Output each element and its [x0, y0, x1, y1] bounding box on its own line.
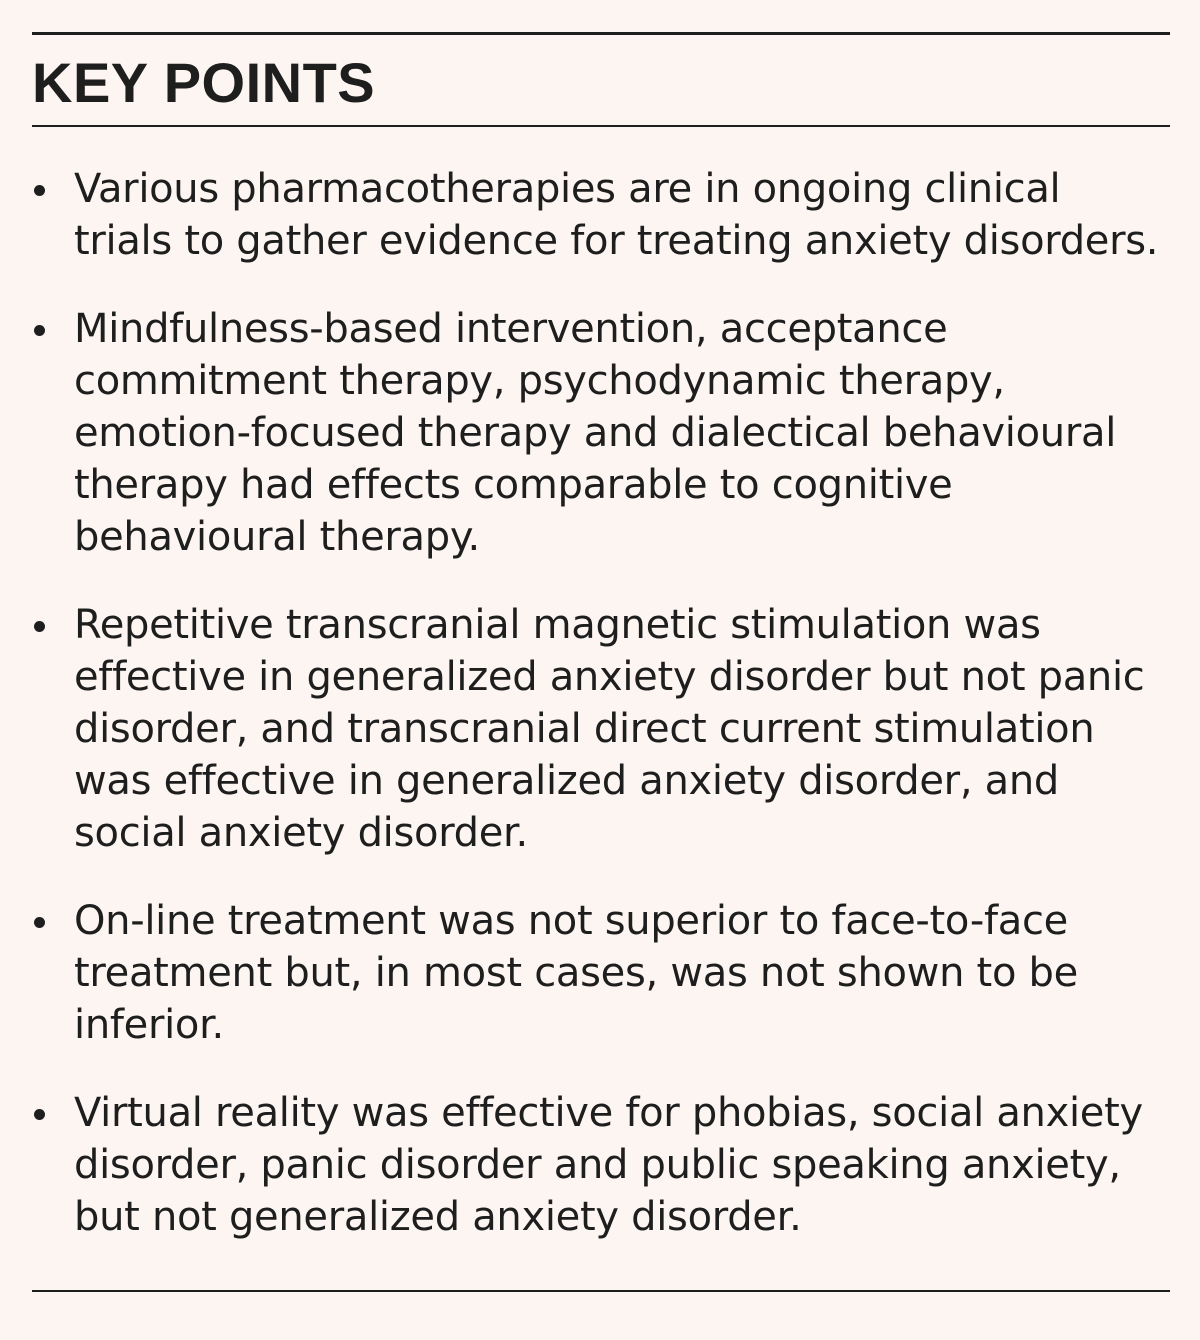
key-point-text: On-line treatment was not superior to face-to-face treatment but, in most cases, was not shown to be inferior. [74, 898, 1078, 1048]
key-points-list [32, 163, 1170, 1243]
key-points-box [32, 32, 1170, 1243]
key-point-item [32, 1087, 1170, 1243]
bullet-icon [34, 325, 45, 336]
key-points-heading: KEY POINTS [32, 51, 376, 114]
heading-rule [32, 125, 1170, 127]
bullet-icon [34, 917, 45, 928]
bullet-icon [34, 1109, 45, 1120]
bottom-rule [32, 1290, 1170, 1292]
key-point-item [32, 599, 1170, 859]
key-point-item [32, 303, 1170, 563]
key-point-text: Various pharmacotherapies are in ongoing clinical trials to gather evidence for treating anxiety disorders. [74, 166, 1159, 264]
key-point-text: Mindfulness-based intervention, acceptance commitment therapy, psychodynamic therapy, emotion-focused therapy and dialectical behavioural therapy had effects comparable to cognitive behavioural therapy. [74, 306, 1117, 560]
key-point-item [32, 895, 1170, 1051]
key-point-item [32, 163, 1170, 267]
bullet-icon [34, 621, 45, 632]
key-point-text: Repetitive transcranial magnetic stimulation was effective in generalized anxiety disorder but not panic disorder, and transcranial direct current stimulation was effective in generalized anxiety disorder, and social anxiety disorder. [74, 602, 1145, 856]
top-rule [32, 32, 1170, 35]
key-point-text: Virtual reality was effective for phobias, social anxiety disorder, panic disorder and public speaking anxiety, but not generalized anxiety disorder. [74, 1090, 1143, 1240]
bullet-icon [34, 185, 45, 196]
